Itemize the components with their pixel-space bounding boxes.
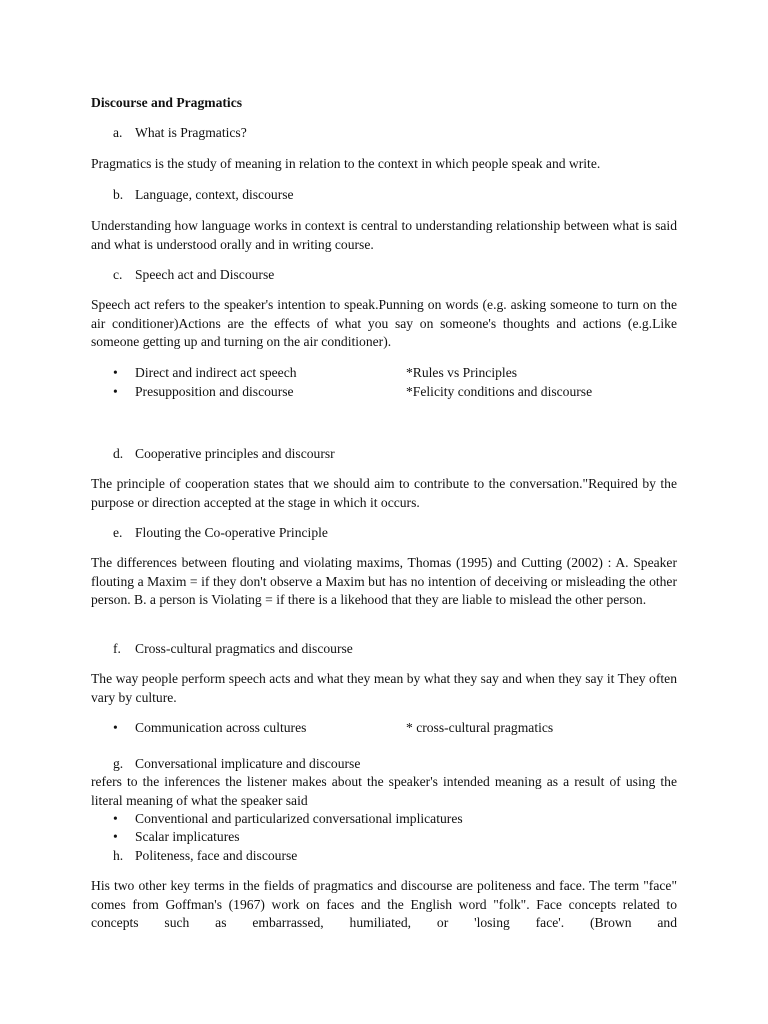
paragraph-b: Understanding how language works in context is central to understanding relationship between what is said and what is understood orally and in writing course. [91,218,677,252]
bullet-icon: • [113,829,118,844]
marker-c: c. [113,267,123,282]
document-title: Discourse and Pragmatics [91,95,243,110]
bullet-icon: • [113,365,118,380]
heading-c [113,266,274,285]
heading-e-text: Flouting the Co-operative Principle [135,525,328,540]
heading-e [113,524,328,543]
heading-g [113,755,360,774]
heading-d [113,445,335,464]
paragraph-c: Speech act refers to the speaker's intention to speak.Punning on words (e.g. asking someone to turn on the air conditioner)Actions are the effects of what you say on someone's thoughts and actions (e.g.Like someone getting up and turning on the air conditioner). [91,297,677,349]
bullet-right: *Felicity conditions and discourse [406,384,593,399]
marker-e: e. [113,525,123,540]
bullet-icon: • [113,384,118,399]
heading-f-text: Cross-cultural pragmatics and discourse [135,641,353,656]
heading-g-text: Conversational implicature and discourse [135,756,361,771]
bullet-row [113,364,693,383]
bullet-left: Presupposition and discourse [135,384,294,399]
paragraph-d: The principle of cooperation states that we should aim to contribute to the conversation."Required by the purpose or direction accepted at the stage in which it occurs. [91,476,677,510]
paragraph-a: Pragmatics is the study of meaning in relation to the context in which people speak and write. [91,156,601,171]
bullet-right: * cross-cultural pragmatics [406,720,554,735]
bullet-icon: • [113,720,118,735]
marker-h: h. [113,848,124,863]
bullet-text: Scalar implicatures [135,829,240,844]
heading-f [113,640,353,659]
bullet-left: Direct and indirect act speech [135,365,297,380]
marker-b: b. [113,187,124,202]
bullet-row [113,383,693,402]
heading-c-text: Speech act and Discourse [135,267,275,282]
heading-b [113,186,294,205]
heading-h [113,847,297,866]
marker-f: f. [113,641,121,656]
marker-a: a. [113,125,123,140]
heading-b-text: Language, context, discourse [135,187,294,202]
heading-d-text: Cooperative principles and discoursr [135,446,335,461]
paragraph-g: refers to the inferences the listener makes about the speaker's intended meaning as a result of using the literal meaning of what the speaker said [91,774,677,808]
heading-a [113,124,247,143]
bullet-right: *Rules vs Principles [406,365,518,380]
marker-g: g. [113,756,124,771]
paragraph-e: The differences between flouting and violating maxims, Thomas (1995) and Cutting (2002) : A. Speaker flouting a Maxim = if they don't observe a Maxim but has no intention of deceiving or misleading the other person. B. a person is Violating = if there is a likehood that they are liable to mislead the other person. [91,555,677,607]
paragraph-f: The way people perform speech acts and what they mean by what they say and when they say it They often vary by culture. [91,671,677,705]
bullet-row [113,719,693,738]
bullet-row [113,828,693,847]
heading-a-text: What is Pragmatics? [135,125,247,140]
bullet-icon: • [113,811,118,826]
bullet-text: Conventional and particularized conversational implicatures [135,811,463,826]
marker-d: d. [113,446,124,461]
bullet-left: Communication across cultures [135,720,307,735]
bullet-row [113,810,693,829]
paragraph-h: His two other key terms in the fields of pragmatics and discourse are politeness and face. The term "face" comes from Goffman's (1967) work on faces and the English word "folk". Face concepts related to concepts such as embarrassed, humiliated, or 'losing face'. (Brown and [91,878,677,930]
heading-h-text: Politeness, face and discourse [135,848,298,863]
